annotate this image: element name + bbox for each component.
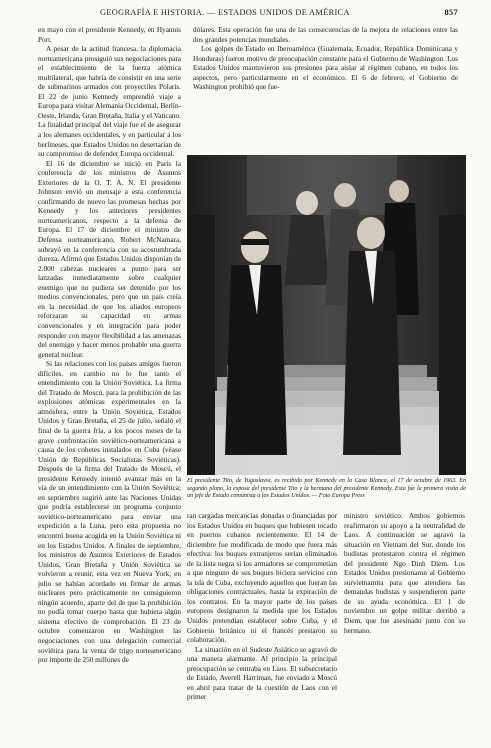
- left-column: [38, 26, 181, 748]
- paragraph: Los golpes de Estado en Iberoamérica (Guatemala, Ecuador, República Dominicana y Honduras) fueron motivo de preocupación constante para el Gobierno de Washington. Los Estados Unidos mantuvieron sus presiones para aislar al régimen cubano, en todos los aspectos, pero particularmente en el económico. El 6 de febrero, el Gobierno de Washington prohibió que fue-: [193, 45, 458, 92]
- paragraph: dólares. Esta operación fue una de las consecuencias de la mejora de relaciones entre las dos grandes potencias mundiales.: [193, 26, 458, 44]
- bottom-right-column: [344, 512, 465, 732]
- page-number: 857: [444, 8, 458, 17]
- paragraph: en mayo con el presidente Kennedy, en Hyannis Port.: [38, 26, 181, 44]
- paragraph: La situación en el Sudeste Asiático se agravó de una manera alarmante. Al principio la principal preocupación se centraba en Laos. El subsecretario de Estado, Averell Harriman, fue enviado a Moscú en abril para tratar de la cuestión de Laos con el primer: [187, 645, 337, 702]
- figure-kennedy: [343, 217, 401, 455]
- news-photo: [187, 155, 466, 475]
- photo-illustration: [187, 155, 466, 475]
- paragraph: El 16 de diciembre se inició en París la conferencia de los ministros de Asuntos Exteriores de la O. T. A. N. El presidente Johnson envió un mensaje a esta conferencia confirmando de nuevo las promesas hechas por Kennedy y los anteriores presidentes norteamericanos, respecto a la defensa de Europa. El 17 de diciembre el ministro de Defensa norteamericano, Robert McNamara, subrayó en la conferencia con su acostumbrada dureza. Afirmó que Estados Unidos disponían de 2.000 cabezas nucleares a punto para ser lanzadas inmediatamente sobre cualquier enemigo que no pudiera ser detenido por los medios convencionales, pero que un país creía en la necesidad de que los aliados europeos reforzaran su capacidad en armas convencionales y en integración para poder responder con mayor flexibilidad a las amenazas del enemigo y hacer menos probable una guerra general nuclear.: [38, 159, 181, 359]
- paragraph: ministro soviético. Ambos gobiernos reafirmaron su apoyo a la neutralidad de Laos. A continuación se agravó la situación en Vietnam del Sur, donde los budistas protestaron contra el régimen del presidente Ngo Dinh Diem. Los Estados Unidos presionaron al Gobierno survietnamita para que atendiera las demandas budistas y suspendieron parte de su ayuda económica. El 1 de noviembre un golpe militar derribó a Diem, que fue asesinado junto con su hermano.: [344, 512, 465, 635]
- right-top-text: [193, 26, 458, 154]
- paragraph: ran cargadas mercancías donadas o financiadas por los Estados Unidos en buques que hubiesen tocado en puertos cubanos recientemente. El 14 de diciembre fue modificada de modo que fuera más efectiva: los buques extranjeros serían eliminados de la lista negra si los armadores se comprometían a que ninguno de sus buques hiciera servicios con la isla de Cuba, excluyendo aquellos que fueran las obligaciones contractuales, hasta la expiración de los contratos. En la mayor parte de los países europeos designaron la medida que los Estados Unidos pretendían establecer sobre Cuba, y el Gobierno británico ni el francés prestaron su colaboración.: [187, 512, 337, 645]
- paragraph: Si las relaciones con los países amigos fueron difíciles, en cambio no lo fue tanto el entendimiento con la Unión Soviética. La firma del Tratado de Moscú, para la prohibición de las explosiones atómicas experimentales en la atmósfera, entre la Unión Soviética, Estados Unidos y Gran Bretaña, el 25 de julio, señaló el final de la guerra fría, a los pocos meses de la grave confrontación soviético-norteamericana a causa de los cohetes instalados en Cuba (véase Unión de Repúblicas Socialistas Soviéticas). Después de la firma del Tratado de Moscú, el presidente Kennedy intentó avanzar más en la vía de un entendimiento con la Unión Soviética; en septiembre sugirió ante las Naciones Unidas que podría establecerse un programa conjunto soviético-norteamericano para enviar una expedición a la Luna, pero esta propuesta no encontró buena acogida en la Unión Soviética ni en los Estados Unidos. A finales de septiembre, los ministros de Asuntos Exteriores de Estados Unidos, Gran Bretaña y Unión Soviética se volvieron a reunir, esta vez en Nueva York; en julio se habían acordado en firmar de armas nucleares pero prácticamente no consiguieron ningún acuerdo, aparte del de que la prohibición no podía tomar cuerpo hasta que hubiera algún sistema efectivo de comprobación. El 23 de octubre comenzaron en Washington las negociaciones con una delegación comercial soviética para la venta de trigo norteamericano por importe de 250 millones de: [38, 360, 181, 665]
- page-header: [38, 8, 458, 22]
- bottom-middle-column: [187, 512, 337, 732]
- photo-caption: El presidente Tito, de Yugoslavia, es recibido por Kennedy en la Casa Blanca, el 17 de octubre de 1963. En segundo plano, la esposa del presidente Tito y la hermana del presidente Kennedy. Esta fue la primera visita de un jefe de Estado comunista a los Estados Unidos. — Foto Europa Press: [187, 478, 466, 500]
- paragraph: A pesar de la actitud francesa, la diplomacia norteamericana prosiguió sus negociaciones para el establecimiento de la fuerza atómica multilateral, que habría de consistir en una serie de submarinos armados con proyectiles Polaris. El 22 de junio Kennedy emprendió viaje a Europa para visitar Alemania Occidental, Berlín-Oeste, Irlanda, Gran Bretaña, Italia y el Vaticano. La finalidad principal del viaje fue el de asegurar a los alemanes occidentales, y en particular a los berlineses, que Estados Unidos no desertarían de su compromiso de defender Europa occidental.: [38, 45, 181, 159]
- running-title: GEOGRAFÍA E HISTORIA. — ESTADOS UNIDOS DE AMÉRICA: [100, 8, 350, 17]
